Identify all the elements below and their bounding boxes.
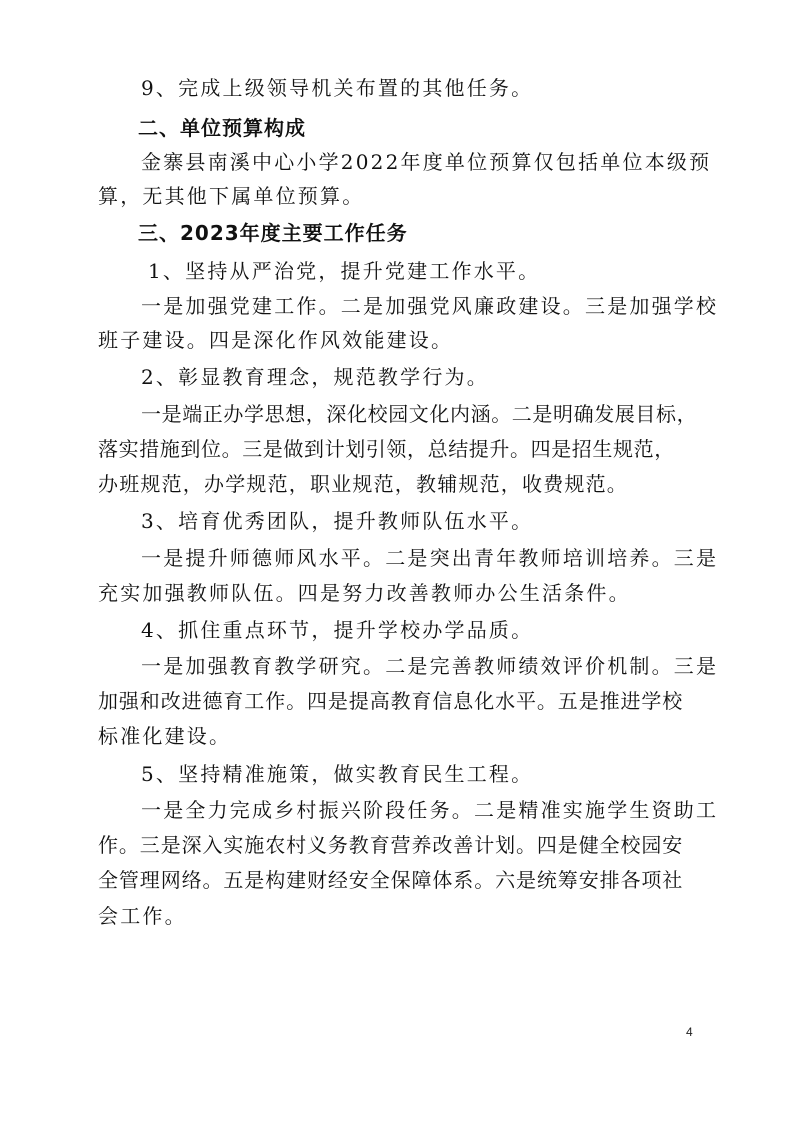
body-paragraph-line: 一是加强教育教学研究。二是完善教师绩效评价机制。三是 bbox=[141, 654, 719, 678]
task-item-3: 3、培育优秀团队，提升教师队伍水平。 bbox=[141, 509, 534, 533]
section-heading-budget-structure: 二、单位预算构成 bbox=[138, 116, 306, 140]
task-item-4: 4、抓住重点环节，提升学校办学品质。 bbox=[141, 618, 534, 642]
body-paragraph-line: 一是提升师德师风水平。二是突出青年教师培训培养。三是 bbox=[141, 546, 719, 570]
list-item-9: 9、完成上级领导机关布置的其他任务。 bbox=[141, 76, 534, 100]
body-paragraph-line: 标准化建设。 bbox=[98, 724, 232, 748]
body-paragraph-line: 一是加强党建工作。二是加强党风廉政建设。三是加强学校 bbox=[141, 294, 719, 318]
section-heading-main-tasks: 三、2023年度主要工作任务 bbox=[138, 221, 408, 245]
body-paragraph-line: 充实加强教师队伍。四是努力改善教师办公生活条件。 bbox=[98, 581, 631, 605]
task-item-2: 2、彰显教育理念，规范教学行为。 bbox=[141, 365, 489, 389]
body-paragraph-line: 一是端正办学思想，深化校园文化内涵。二是明确发展目标， bbox=[141, 402, 698, 426]
body-paragraph-line: 一是全力完成乡村振兴阶段任务。二是精准实施学生资助工 bbox=[141, 798, 719, 822]
task-item-1: 1、坚持从严治党，提升党建工作水平。 bbox=[148, 259, 541, 283]
body-paragraph-line: 加强和改进德育工作。四是提高教育信息化水平。五是推进学校 bbox=[98, 689, 684, 713]
body-paragraph-line: 落实措施到位。三是做到计划引领，总结提升。四是招生规范， bbox=[98, 437, 675, 461]
page-number: 4 bbox=[686, 1025, 693, 1039]
body-paragraph-line: 办班规范，办学规范，职业规范，教辅规范，收费规范。 bbox=[98, 472, 628, 496]
body-paragraph-line: 班子建设。四是深化作风效能建设。 bbox=[98, 328, 454, 352]
body-paragraph-line: 算，无其他下属单位预算。 bbox=[98, 184, 365, 208]
task-item-5: 5、坚持精准施策，做实教育民生工程。 bbox=[141, 762, 534, 786]
body-paragraph-line: 会工作。 bbox=[98, 904, 187, 928]
body-paragraph-line: 作。三是深入实施农村义务教育营养改善计划。四是健全校园安 bbox=[98, 833, 684, 857]
body-paragraph-line: 全管理网络。五是构建财经安全保障体系。六是统筹安排各项社 bbox=[98, 868, 684, 892]
body-paragraph-line: 金寨县南溪中心小学2022年度单位预算仅包括单位本级预 bbox=[141, 150, 712, 174]
